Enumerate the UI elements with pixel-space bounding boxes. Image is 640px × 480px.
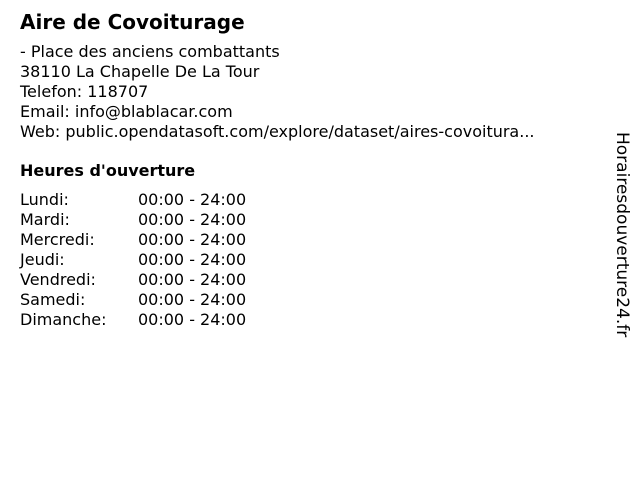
web-text: Web: public.opendatasoft.com/explore/dataset/aires-covoitura... [20, 122, 535, 141]
hours-row-tuesday [20, 210, 600, 230]
time-range: 00:00 - 24:00 [138, 230, 247, 249]
day-label: Lundi: [20, 190, 69, 209]
time-range: 00:00 - 24:00 [138, 210, 247, 229]
day-label: Mercredi: [20, 230, 95, 249]
hours-row-monday [20, 190, 600, 210]
hours-row-saturday [20, 290, 600, 310]
time-range: 00:00 - 24:00 [138, 190, 247, 209]
site-brand-watermark: Horairesdouverture24.fr [612, 132, 632, 338]
hours-row-wednesday [20, 230, 600, 250]
day-label: Mardi: [20, 210, 70, 229]
phone-text: Telefon: 118707 [20, 82, 149, 101]
day-label: Jeudi: [20, 250, 65, 269]
hours-row-thursday [20, 250, 600, 270]
place-card [20, 8, 600, 330]
email-text: Email: info@blablacar.com [20, 102, 233, 121]
hours-row-friday [20, 270, 600, 290]
place-title: Aire de Covoiturage [20, 10, 245, 34]
day-label: Dimanche: [20, 310, 107, 329]
time-range: 00:00 - 24:00 [138, 310, 247, 329]
opening-hours-title: Heures d'ouverture [20, 161, 196, 180]
day-label: Samedi: [20, 290, 86, 309]
hours-row-sunday [20, 310, 600, 330]
address-line-1: - Place des anciens combattants [20, 42, 280, 61]
opening-hours-list [20, 190, 600, 330]
time-range: 00:00 - 24:00 [138, 290, 247, 309]
time-range: 00:00 - 24:00 [138, 250, 247, 269]
time-range: 00:00 - 24:00 [138, 270, 247, 289]
day-label: Vendredi: [20, 270, 96, 289]
address-line-2: 38110 La Chapelle De La Tour [20, 62, 260, 81]
